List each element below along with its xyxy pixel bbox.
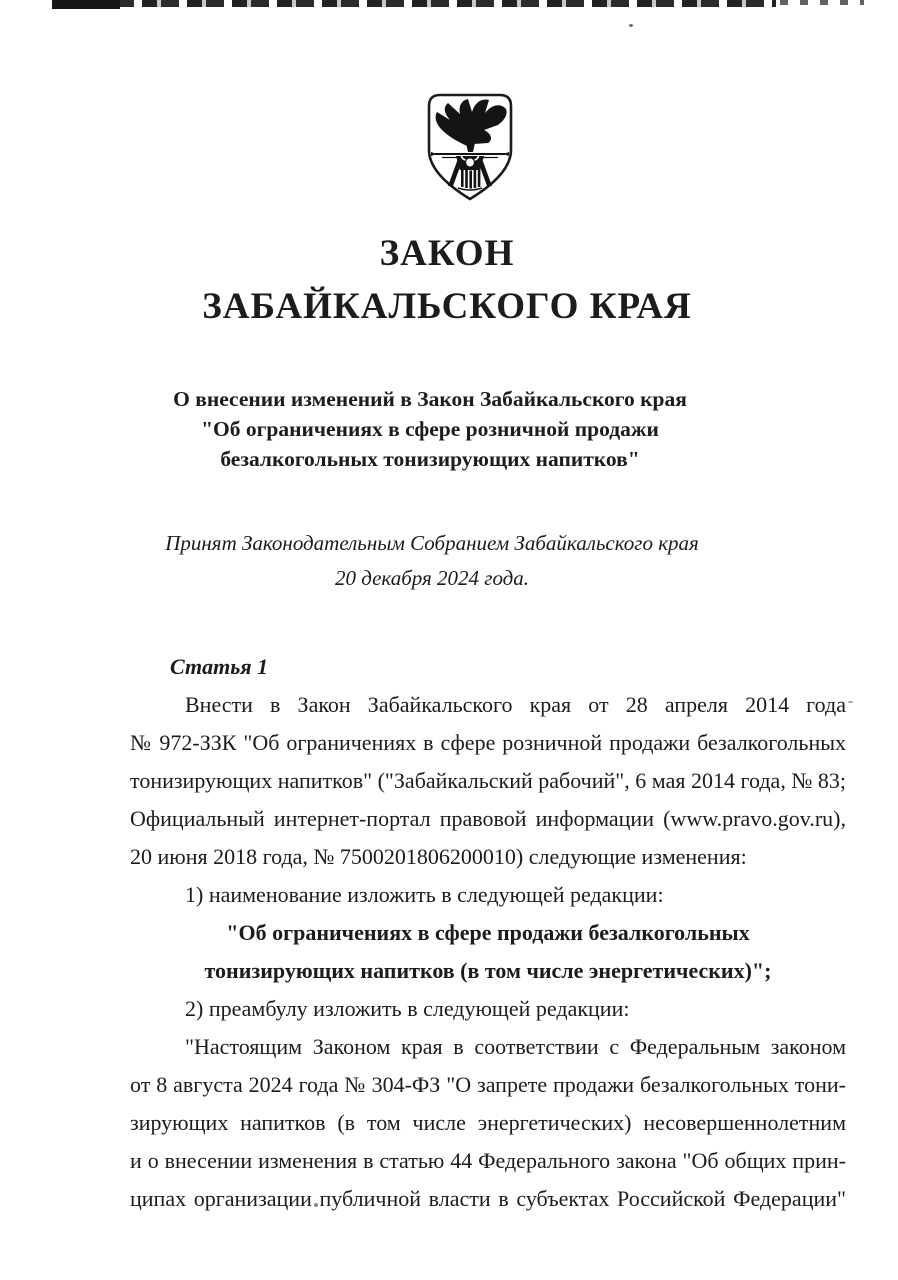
law-title-line-1: ЗАКОН [379, 233, 515, 274]
law-title [0, 234, 894, 327]
scan-artifact-tail [780, 0, 864, 5]
law-body [130, 648, 846, 1218]
scan-speck [629, 24, 633, 27]
body-line: Внести в Закон Забайкальского края от 28 апреля 2014 года [185, 692, 846, 717]
body-line-amended-title: "Об ограничениях в сфере продажи безалкогольных [226, 920, 750, 945]
law-subject-line-1: О внесении изменений в Закон Забайкальского края [173, 387, 687, 411]
law-title-line-2: ЗАБАЙКАЛЬСКОГО КРАЯ [202, 286, 692, 327]
body-line: тонизирующих напитков" ("Забайкальский рабочий", 6 мая 2014 года, № 83; [130, 768, 846, 793]
body-line: Официальный интернет-портал правовой информации (www.pravo.gov.ru), [130, 806, 846, 831]
body-line: ципах организации публичной власти в субъектах Российской Федерации" [130, 1186, 846, 1211]
scan-artifact-solid [52, 0, 120, 9]
scan-artifact-strip [52, 0, 776, 7]
coat-of-arms-icon [422, 90, 518, 203]
law-subject-line-3: безалкогольных тонизирующих напитков" [220, 447, 640, 471]
law-subject [0, 384, 860, 474]
body-line: 2) преамбулу изложить в следующей редакции: [185, 996, 630, 1021]
adoption-line-2: 20 декабря 2024 года. [334, 566, 530, 590]
body-line: "Настоящим Законом края в соответствии с Федеральным законом [185, 1034, 846, 1059]
article-1-heading: Статья 1 [170, 654, 269, 679]
body-line: от 8 августа 2024 года № 304-ФЗ "О запрете продажи безалкогольных тони- [130, 1072, 846, 1097]
adoption-line-1: Принят Законодательным Собранием Забайкальского края [165, 531, 699, 555]
law-subject-line-2: "Об ограничениях в сфере розничной продажи [201, 417, 659, 441]
body-line-amended-title: тонизирующих напитков (в том числе энергетических)"; [204, 958, 772, 983]
body-line: 20 июня 2018 года, № 7500201806200010) следующие изменения: [130, 844, 747, 869]
scan-speck [848, 701, 853, 703]
body-line: 1) наименование изложить в следующей редакции: [185, 882, 664, 907]
body-line: зирующих напитков (в том числе энергетических) несовершеннолетним [130, 1110, 846, 1135]
body-line: № 972-ЗЗК "Об ограничениях в сфере розничной продажи безалкогольных [130, 730, 846, 755]
body-line: и о внесении изменения в статью 44 Федерального закона "Об общих прин- [130, 1148, 846, 1173]
adoption-note [0, 526, 864, 596]
